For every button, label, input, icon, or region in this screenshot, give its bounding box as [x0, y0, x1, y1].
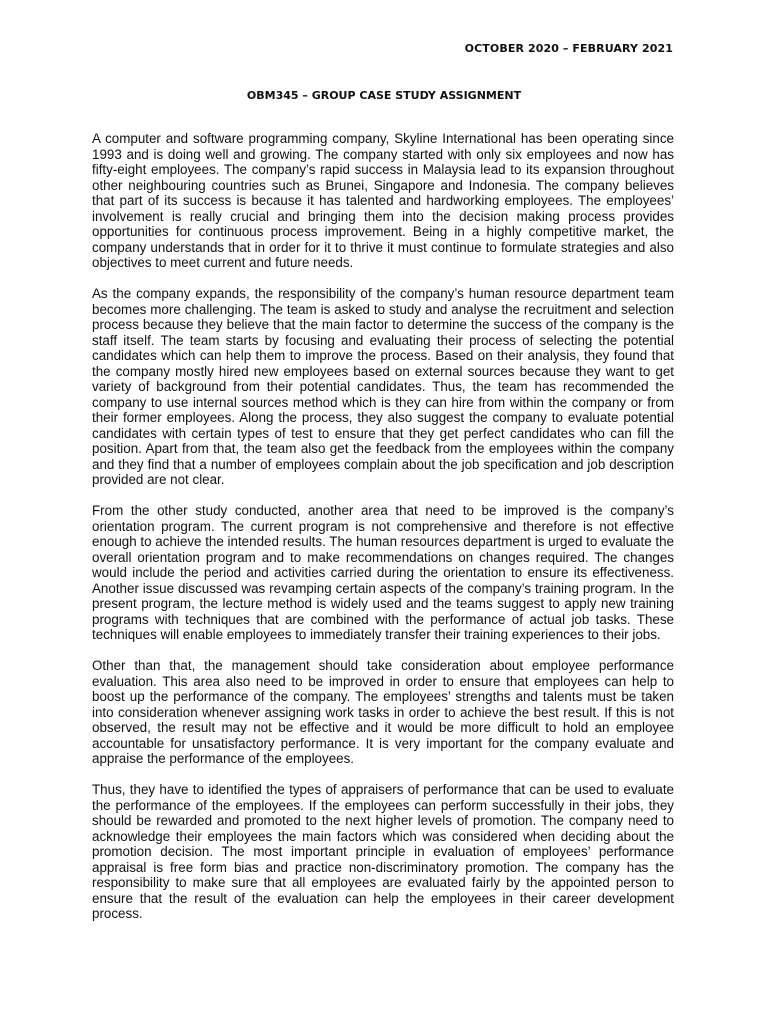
paragraph-performance-evaluation: Other than that, the management should take consideration about employee performance evaluation. This area also need to be improved in order to ensure that employees can help to boost up the performance of the company. The employees’ strengths and talents must be taken into consideration whenever assigning work tasks in order to achieve the best result. If this is not observed, the result may not be effective and it would be more difficult to hold an employee accountable for unsatisfactory performance. It is very important for the company evaluate and appraise the performance of the employees.	[92, 658, 674, 766]
page-title: OBM345 – GROUP CASE STUDY ASSIGNMENT	[246, 89, 522, 102]
body-text	[92, 131, 674, 937]
paragraph-appraisal-promotion: Thus, they have to identified the types of appraisers of performance that can be used to evaluate the performance of the employees. If the employees can perform successfully in their jobs, they should be rewarded and promoted to the next higher levels of promotion. The company need to acknowledge their employees the main factors which was considered when deciding about the promotion decision. The most important principle in evaluation of employees’ performance appraisal is free form bias and practice non-discriminatory promotion. The company has the responsibility to make sure that all employees are evaluated fairly by the appointed person to ensure that the result of the evaluation can help the employees in their career development process.	[92, 782, 674, 921]
paragraph-recruitment-selection: As the company expands, the responsibility of the company’s human resource department team becomes more challenging. The team is asked to study and analyse the recruitment and selection process because they believe that the main factor to determine the success of the company is the staff itself. The team starts by focusing and evaluating their process of selecting the potential candidates which can help them to improve the process. Based on their analysis, they found that the company mostly hired new employees based on external sources because they want to get variety of background from their potential candidates. Thus, the team has recommended the company to use internal sources method which is they can hire from within the company or from their former employees. Along the process, they also suggest the company to evaluate potential candidates with certain types of test to ensure that they get perfect candidates who can fill the position. Apart from that, the team also get the feedback from the employees within the company and they find that a number of employees complain about the job specification and job description provided are not clear.	[92, 286, 674, 487]
paragraph-company-background: A computer and software programming company, Skyline International has been operating since 1993 and is doing well and growing. The company started with only six employees and now has fifty-eight employees. The company’s rapid success in Malaysia lead to its expansion throughout other neighbouring countries such as Brunei, Singapore and Indonesia. The company believes that part of its success is because it has talented and hardworking employees. The employees’ involvement is really crucial and bringing them into the decision making process provides opportunities for continuous process improvement. Being in a highly competitive market, the company understands that in order for it to thrive it must continue to formulate strategies and also objectives to meet current and future needs.	[92, 131, 674, 270]
date-header: OCTOBER 2020 – FEBRUARY 2021	[464, 42, 673, 55]
paragraph-orientation-training: From the other study conducted, another area that need to be improved is the company’s orientation program. The current program is not comprehensive and therefore is not effective enough to achieve the intended results. The human resources department is urged to evaluate the overall orientation program and to make recommendations on changes required. The changes would include the period and activities carried during the orientation to ensure its effectiveness. Another issue discussed was revamping certain aspects of the company’s training program. In the present program, the lecture method is widely used and the teams suggest to apply new training programs with techniques that are combined with the performance of actual job tasks. These techniques will enable employees to immediately transfer their training experiences to their jobs.	[92, 503, 674, 642]
